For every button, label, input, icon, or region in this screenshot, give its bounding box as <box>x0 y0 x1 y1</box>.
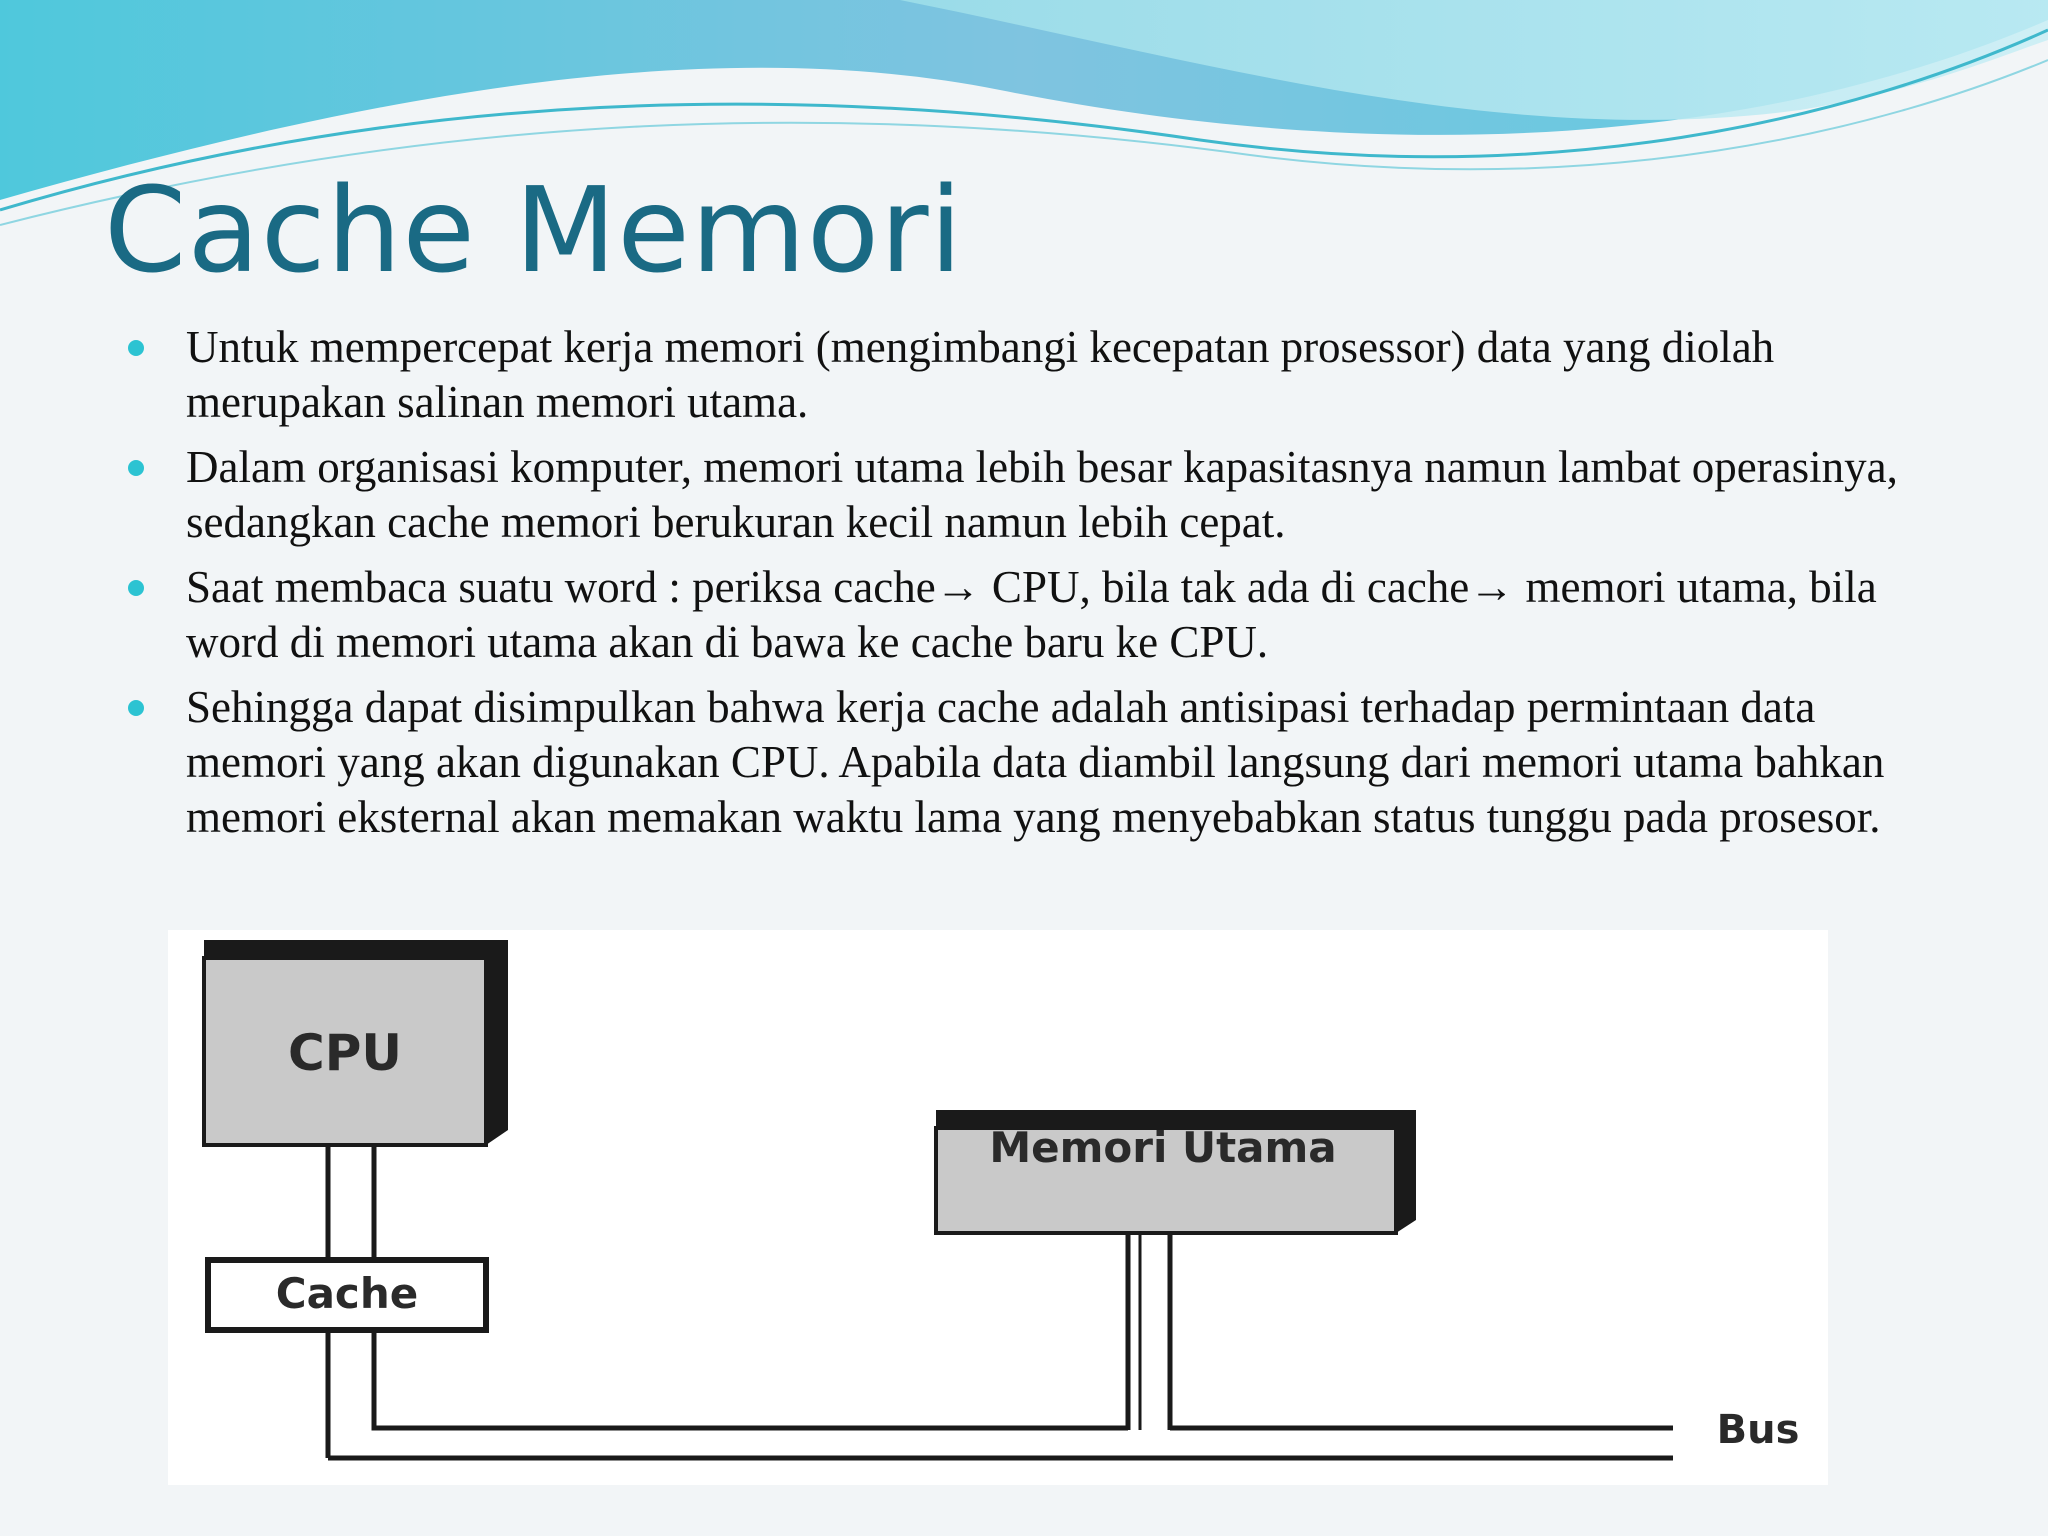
bullet-dot-icon <box>128 700 144 716</box>
bullet-item <box>124 320 1944 430</box>
bullet-text: Saat membaca suatu word : periksa cache→ CPU, bila tak ada di cache→ memori utama, bila word di memori utama akan di bawa ke cache baru ke CPU. <box>186 562 1877 667</box>
bullet-text: Dalam organisasi komputer, memori utama lebih besar kapasitasnya namun lambat operasinya, sedangkan cache memori berukuran kecil namun lebih cepat. <box>186 442 1898 547</box>
cache-label: Cache <box>275 1269 419 1318</box>
cache-block <box>208 1260 486 1330</box>
bullet-item <box>124 680 1944 845</box>
bus-label: Bus <box>1716 1407 1800 1453</box>
memory-block <box>936 1110 1416 1233</box>
bullet-list <box>124 320 1944 855</box>
bullet-text: Untuk mempercepat kerja memori (mengimbangi kecepatan prosessor) data yang diolah merupakan salinan memori utama. <box>186 322 1775 427</box>
bullet-dot-icon <box>128 580 144 596</box>
cpu-label: CPU <box>288 1024 402 1082</box>
cpu-block <box>204 940 508 1145</box>
bullet-item <box>124 440 1944 550</box>
slide-title: Cache Memori <box>104 161 964 299</box>
memory-bus-connector <box>1128 1233 1170 1430</box>
bullet-item <box>124 560 1944 670</box>
bullet-dot-icon <box>128 460 144 476</box>
cache-diagram-svg <box>168 930 1828 1485</box>
cpu-cache-connector <box>328 1145 374 1260</box>
memory-label: Memori Utama <box>989 1123 1337 1172</box>
bullet-dot-icon <box>128 340 144 356</box>
system-bus <box>328 1330 1673 1458</box>
bullet-text: Sehingga dapat disimpulkan bahwa kerja cache adalah antisipasi terhadap permintaan data memori yang akan digunakan CPU. Apabila data diambil langsung dari memori utama bahkan memori eksternal akan memakan waktu lama yang menyebabkan status tunggu pada prosesor. <box>186 682 1885 842</box>
cache-diagram <box>168 930 1828 1485</box>
